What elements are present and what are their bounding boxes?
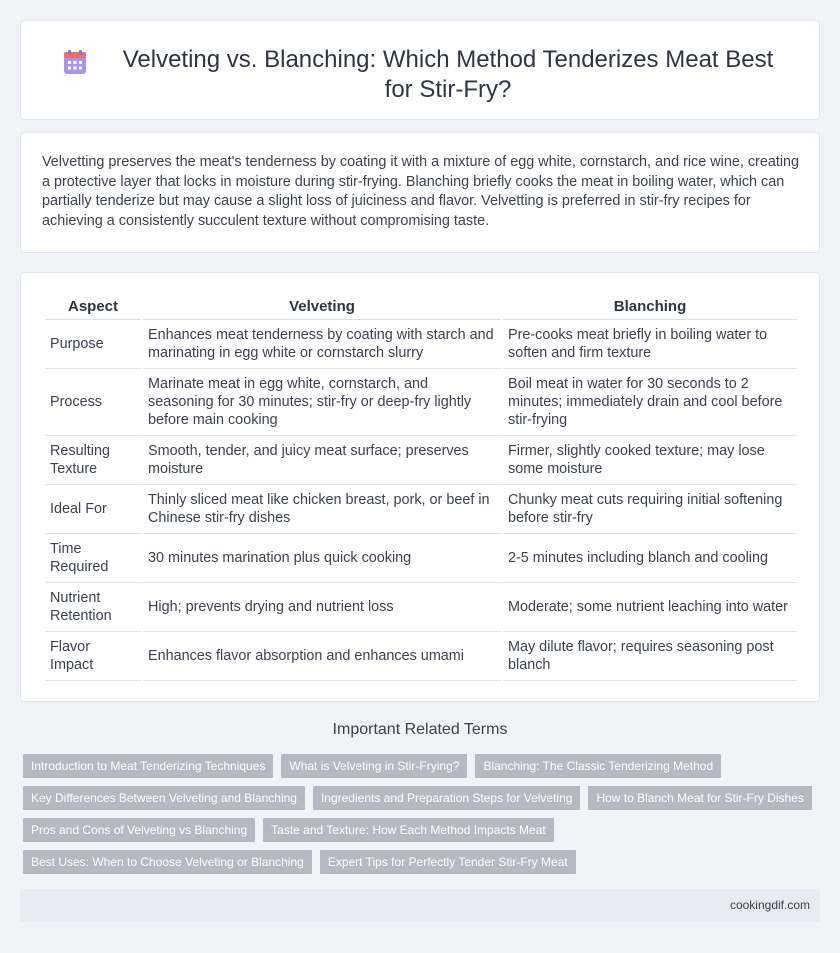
related-terms-heading: Important Related Terms [332,721,508,738]
tag-row [23,850,813,874]
comparison-card [20,272,820,702]
header-card [20,20,820,120]
blanching-cell: Pre-cooks meat briefly in boiling water to soften and firm texture [503,320,797,369]
related-term-link[interactable]: Introduction to Meat Tenderizing Techniques [23,754,273,778]
related-term-link[interactable]: Key Differences Between Velveting and Blanching [23,786,305,810]
table-header-row [45,293,797,320]
blanching-cell: 2-5 minutes including blanch and cooling [503,534,797,583]
blanching-cell: May dilute flavor; requires seasoning post blanch [503,632,797,681]
row-aspect: Flavor Impact [45,632,141,681]
related-terms-list [23,754,813,882]
row-aspect: Time Required [45,534,141,583]
related-term-link[interactable]: Best Uses: When to Choose Velveting or Blanching [23,850,312,874]
footer [20,889,820,922]
intro-paragraph: Velvetting preserves the meat's tenderness by coating it with a mixture of egg white, cornstarch, and rice wine, creating a protective layer that locks in moisture during stir-frying. Blanching briefly cooks the meat in boiling water, which can partially tenderize but may cause a slight loss of juiciness and flavor. Velvetting is preferred in stir-fry recipes for achieving a consistently succulent texture without compromising taste. [42,154,800,229]
related-term-link[interactable]: Ingredients and Preparation Steps for Velveting [313,786,581,810]
blanching-cell: Moderate; some nutrient leaching into water [503,583,797,632]
related-term-link[interactable]: What is Velveting in Stir-Frying? [281,754,467,778]
row-aspect: Ideal For [45,485,141,534]
related-term-link[interactable]: How to Blanch Meat for Stir-Fry Dishes [588,786,811,810]
tag-row [23,786,813,810]
related-term-link[interactable]: Pros and Cons of Velveting vs Blanching [23,818,255,842]
velveting-cell: Smooth, tender, and juicy meat surface; preserves moisture [143,436,501,485]
table-row [45,583,797,632]
intro-card [20,132,820,253]
blanching-cell: Firmer, slightly cooked texture; may lose some moisture [503,436,797,485]
related-term-link[interactable]: Blanching: The Classic Tenderizing Method [475,754,721,778]
velveting-cell: Marinate meat in egg white, cornstarch, and seasoning for 30 minutes; stir-fry or deep-fry lightly before main cooking [143,369,501,436]
table-row [45,320,797,369]
page-title: Velveting vs. Blanching: Which Method Tenderizes Meat Best for Stir-Fry? [122,46,774,103]
footer-site-link[interactable]: cookingdif.com [729,898,810,912]
column-header-aspect: Aspect [45,293,141,320]
header [61,45,789,105]
row-aspect: Resulting Texture [45,436,141,485]
row-aspect: Purpose [45,320,141,369]
table-row [45,369,797,436]
row-aspect: Nutrient Retention [45,583,141,632]
row-aspect: Process [45,369,141,436]
velveting-cell: Enhances meat tenderness by coating with starch and marinating in egg white or cornstarch slurry [143,320,501,369]
table-row [45,632,797,681]
related-term-link[interactable]: Taste and Texture: How Each Method Impacts Meat [263,818,554,842]
column-header-velveting: Velveting [143,293,501,320]
velveting-cell: High; prevents drying and nutrient loss [143,583,501,632]
table-row [45,534,797,583]
blanching-cell: Boil meat in water for 30 seconds to 2 minutes; immediately drain and cool before stir-frying [503,369,797,436]
comparison-table [43,293,799,681]
tag-row [23,754,813,778]
column-header-blanching: Blanching [503,293,797,320]
velveting-cell: Thinly sliced meat like chicken breast, pork, or beef in Chinese stir-fry dishes [143,485,501,534]
blanching-cell: Chunky meat cuts requiring initial softening before stir-fry [503,485,797,534]
tag-row [23,818,813,842]
related-term-link[interactable]: Expert Tips for Perfectly Tender Stir-Fry Meat [320,850,576,874]
velveting-cell: Enhances flavor absorption and enhances umami [143,632,501,681]
table-row [45,436,797,485]
table-row [45,485,797,534]
calendar-icon [61,49,89,77]
velveting-cell: 30 minutes marination plus quick cooking [143,534,501,583]
